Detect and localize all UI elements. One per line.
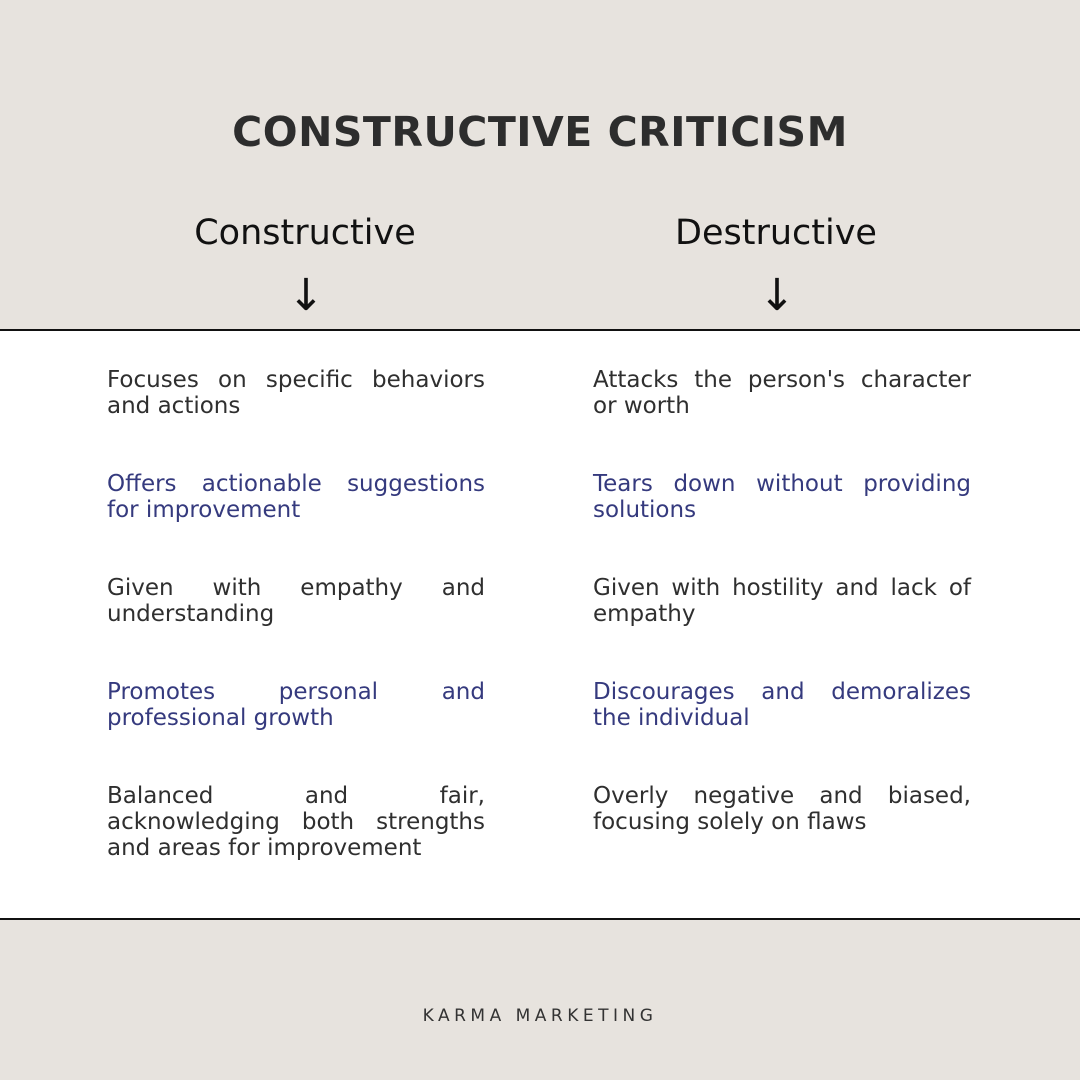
list-item: Overly negative and biased, focusing solely on flaws bbox=[593, 783, 971, 835]
constructive-heading: Constructive bbox=[194, 213, 416, 253]
list-item: Discourages and demoralizes the individual bbox=[593, 679, 971, 731]
list-item: Attacks the person's character or worth bbox=[593, 367, 971, 419]
arrow-down-icon: ↓ bbox=[287, 270, 325, 321]
list-item: Offers actionable suggestions for improvement bbox=[107, 471, 485, 523]
comparison-panel bbox=[0, 329, 1080, 920]
arrow-down-icon: ↓ bbox=[758, 270, 796, 321]
list-item: Focuses on specific behaviors and actions bbox=[107, 367, 485, 419]
list-item: Balanced and fair, acknowledging both strengths and areas for improvement bbox=[107, 783, 485, 861]
list-item: Tears down without providing solutions bbox=[593, 471, 971, 523]
list-item: Given with empathy and understanding bbox=[107, 575, 485, 627]
constructive-list bbox=[107, 367, 485, 913]
destructive-heading: Destructive bbox=[675, 213, 877, 253]
page-title: CONSTRUCTIVE CRITICISM bbox=[232, 108, 848, 156]
list-item: Given with hostility and lack of empathy bbox=[593, 575, 971, 627]
destructive-list bbox=[593, 367, 971, 887]
brand-footer: KARMA MARKETING bbox=[422, 1006, 658, 1026]
list-item: Promotes personal and professional growth bbox=[107, 679, 485, 731]
